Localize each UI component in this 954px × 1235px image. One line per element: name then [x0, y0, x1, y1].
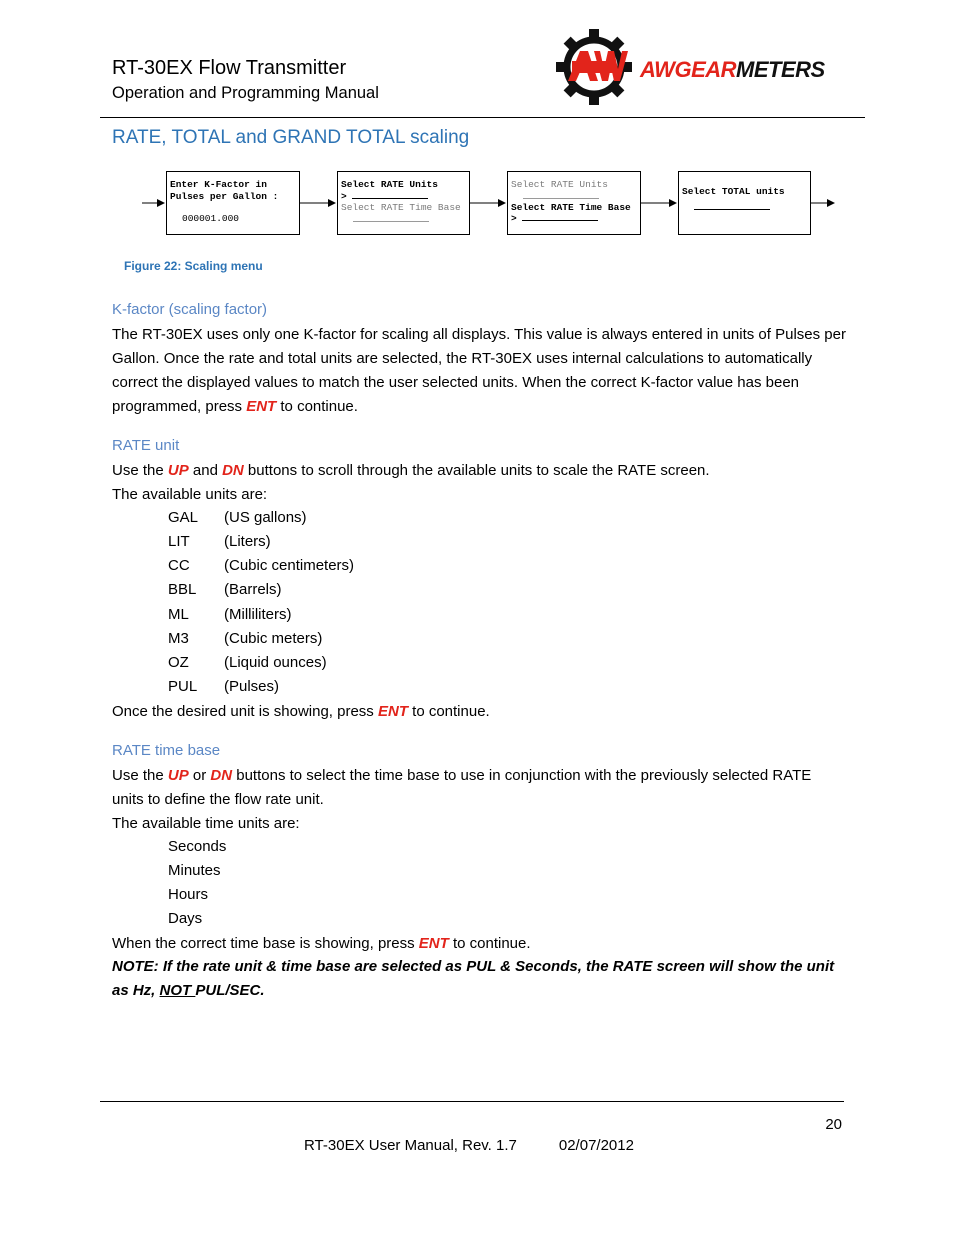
- kfactor-heading: K-factor (scaling factor): [112, 301, 268, 318]
- rate-time-base-intro: Use the UP or DN buttons to select the time base to use in conjunction with the previously selected RATE units to define the flow rate unit.: [112, 767, 812, 808]
- header-divider: [100, 117, 865, 118]
- logo-wordmark: AWGEARMETERS: [640, 57, 825, 82]
- rate-unit-outro: Once the desired unit is showing, press ENT to continue.: [112, 703, 490, 720]
- footer-divider: [100, 1101, 844, 1102]
- pul-seconds-note: NOTE: If the rate unit & time base are selected as PUL & Seconds, the RATE screen will show the unit as Hz, NOT PUL/SEC.: [112, 958, 835, 999]
- gear-logo-icon: [556, 29, 636, 105]
- kfactor-screen-box: Enter K-Factor in Pulses per Gallon : 000001.000: [166, 171, 300, 235]
- rate-time-base-heading: RATE time base: [112, 742, 221, 759]
- page-number: 20: [825, 1116, 842, 1133]
- time-unit-item: Days: [168, 910, 203, 927]
- rate-unit-available-label: The available units are:: [112, 486, 268, 503]
- time-unit-item: Seconds: [168, 838, 227, 855]
- section-title: RATE, TOTAL and GRAND TOTAL scaling: [112, 127, 470, 148]
- footer-manual-info: RT-30EX User Manual, Rev. 1.7 02/07/2012: [304, 1137, 634, 1154]
- time-unit-item: Hours: [168, 886, 209, 903]
- document-subtitle: Operation and Programming Manual: [112, 84, 379, 102]
- kfactor-paragraph: The RT-30EX uses only one K-factor for scaling all displays. This value is always entered in units of Pulses per Gallon. Once the rate and total units are selected, the RT-30EX uses internal calculations to automatically correct the displayed values to match the user selected units. When the correct K-factor value has been programmed, press ENT to continue.: [112, 326, 846, 415]
- total-units-screen-box: Select TOTAL units: [678, 171, 811, 235]
- document-title: RT-30EX Flow Transmitter: [112, 57, 347, 79]
- rate-units-screen-box: Select RATE Units > Select RATE Time Base: [337, 171, 470, 235]
- rate-time-base-available-label: The available time units are:: [112, 815, 300, 832]
- rate-unit-heading: RATE unit: [112, 437, 180, 454]
- rate-unit-intro: Use the UP and DN buttons to scroll through the available units to scale the RATE screen.: [112, 462, 710, 479]
- time-unit-item: Minutes: [168, 862, 221, 879]
- rate-time-base-screen-box: Select RATE Units Select RATE Time Base >: [507, 171, 641, 235]
- figure-caption: Figure 22: Scaling menu: [124, 259, 263, 273]
- rate-time-base-outro: When the correct time base is showing, press ENT to continue.: [112, 935, 531, 952]
- aw-gear-meters-logo: [556, 29, 846, 105]
